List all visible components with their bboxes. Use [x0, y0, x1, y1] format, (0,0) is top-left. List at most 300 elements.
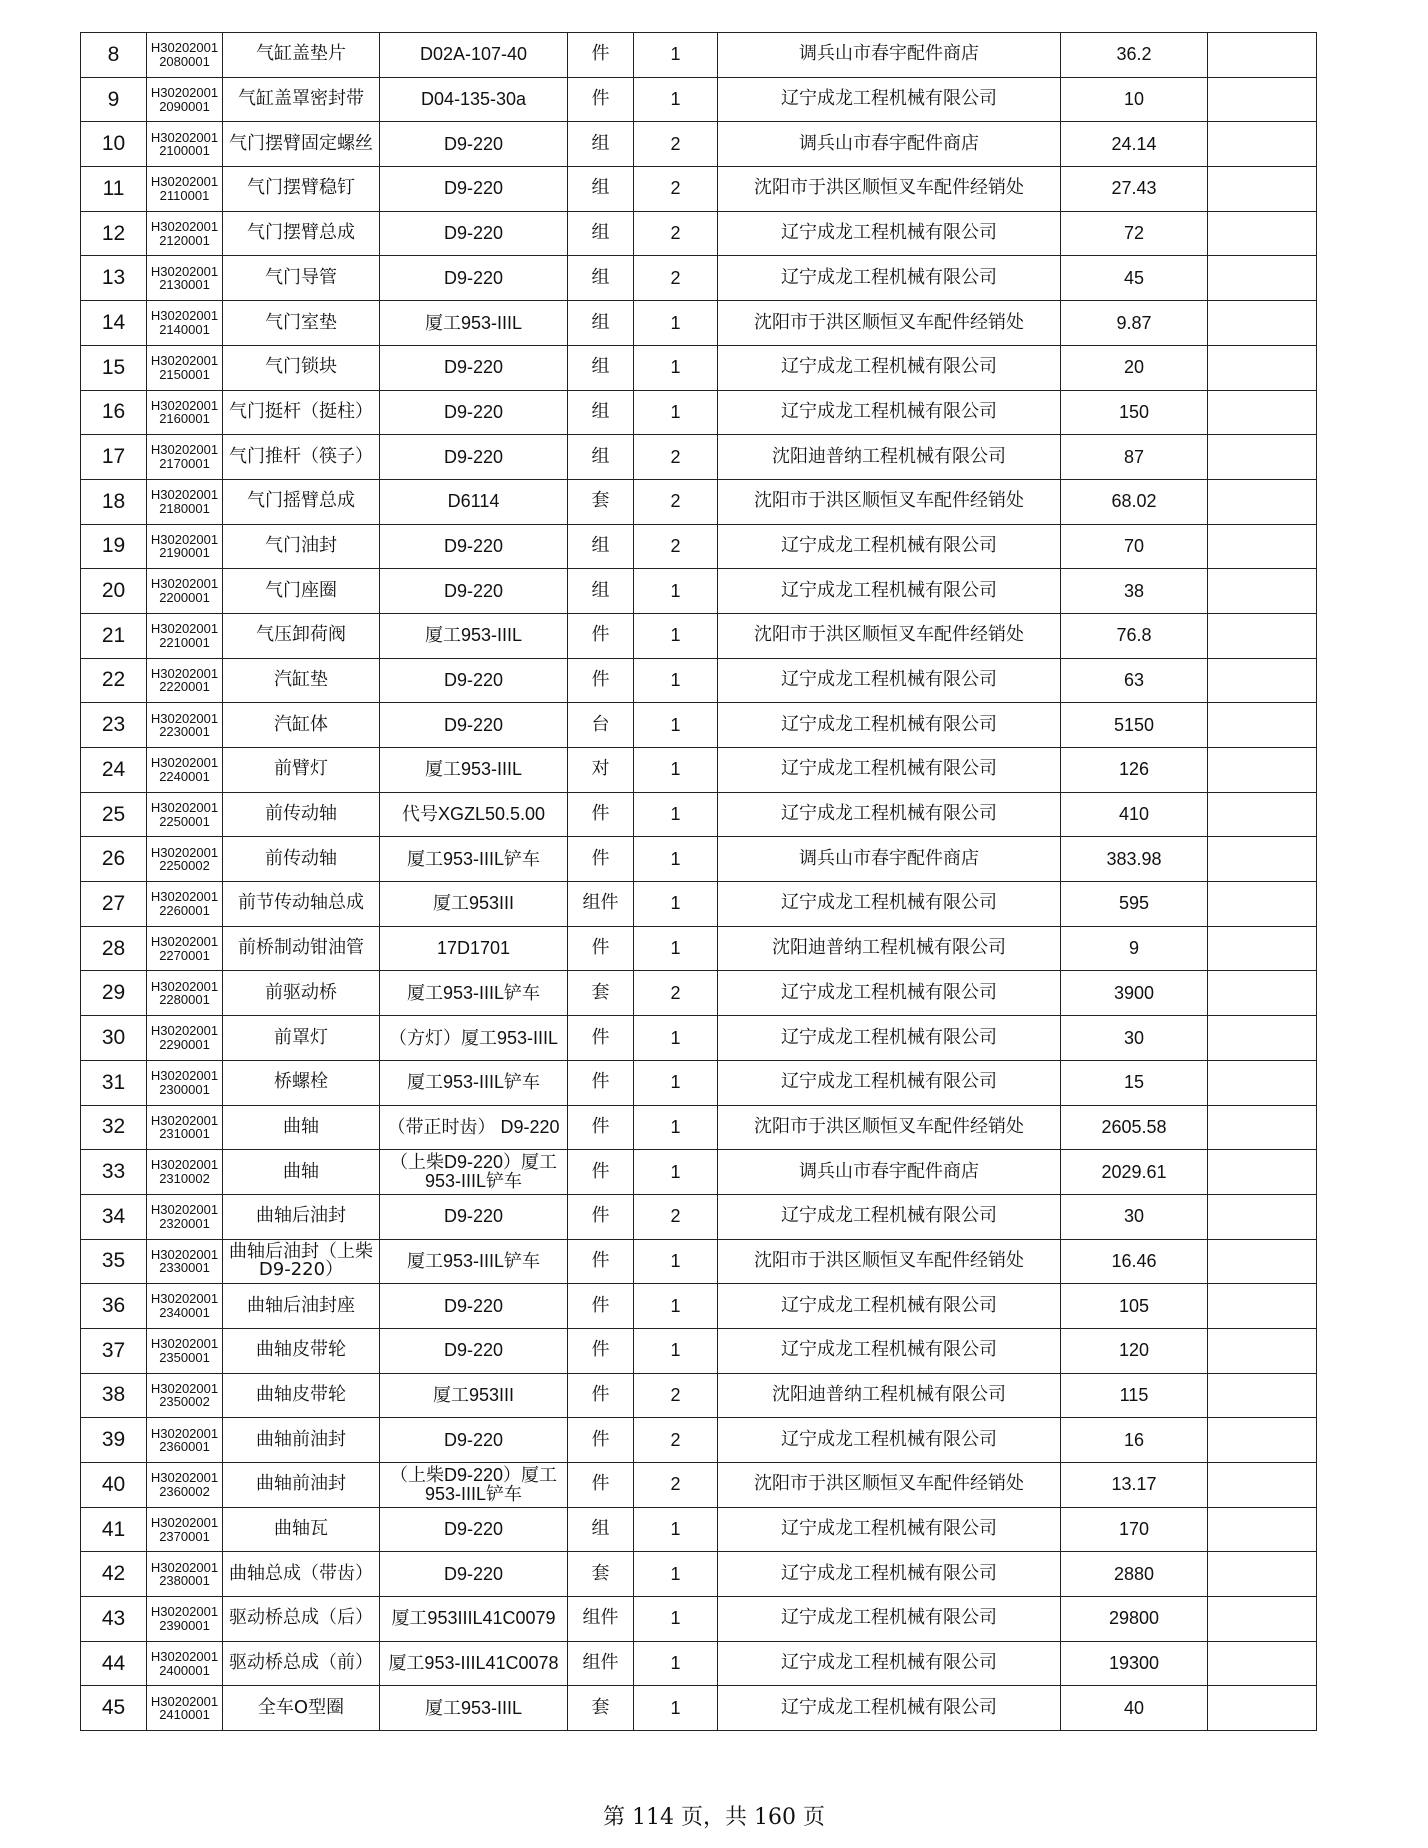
table-row: [81, 301, 1317, 346]
cell-model-spec: （上柴D9-220）厦工953-IIIL铲车: [380, 1150, 568, 1195]
cell-remark: [1208, 1463, 1317, 1508]
cell-row-number: 39: [81, 1418, 147, 1463]
cell-material-code: H302020012350002: [147, 1373, 223, 1418]
cell-quantity: 1: [634, 1284, 718, 1329]
cell-supplier: 辽宁成龙工程机械有限公司: [718, 569, 1061, 614]
cell-remark: [1208, 211, 1317, 256]
cell-remark: [1208, 926, 1317, 971]
table-row: [81, 1194, 1317, 1239]
cell-supplier: 辽宁成龙工程机械有限公司: [718, 1552, 1061, 1597]
cell-material-code: H302020012270001: [147, 926, 223, 971]
cell-remark: [1208, 1016, 1317, 1061]
cell-quantity: 1: [634, 1552, 718, 1597]
cell-unit: 件: [568, 613, 634, 658]
cell-quantity: 1: [634, 1507, 718, 1552]
table-row: [81, 792, 1317, 837]
cell-remark: [1208, 435, 1317, 480]
cell-unit: 件: [568, 77, 634, 122]
table-row: [81, 1284, 1317, 1329]
cell-part-name: 桥螺栓: [223, 1060, 380, 1105]
cell-material-code: H302020012380001: [147, 1552, 223, 1597]
cell-material-code: H302020012350001: [147, 1328, 223, 1373]
cell-supplier: 辽宁成龙工程机械有限公司: [718, 256, 1061, 301]
cell-remark: [1208, 837, 1317, 882]
cell-unit-price: 595: [1061, 882, 1208, 927]
cell-material-code: H302020012320001: [147, 1194, 223, 1239]
table-row: [81, 1507, 1317, 1552]
cell-unit: 组: [568, 345, 634, 390]
cell-unit: 组: [568, 301, 634, 346]
cell-unit: 对: [568, 748, 634, 793]
cell-material-code: H302020012080001: [147, 33, 223, 78]
cell-material-code: H302020012130001: [147, 256, 223, 301]
cell-unit-price: 126: [1061, 748, 1208, 793]
cell-material-code: H302020012240001: [147, 748, 223, 793]
cell-supplier: 调兵山市春宇配件商店: [718, 33, 1061, 78]
cell-remark: [1208, 390, 1317, 435]
cell-quantity: 1: [634, 33, 718, 78]
cell-unit-price: 87: [1061, 435, 1208, 480]
cell-row-number: 17: [81, 435, 147, 480]
cell-part-name: 气缸盖垫片: [223, 33, 380, 78]
cell-quantity: 1: [634, 882, 718, 927]
table-row: [81, 1686, 1317, 1731]
cell-supplier: 调兵山市春宇配件商店: [718, 122, 1061, 167]
cell-unit-price: 10: [1061, 77, 1208, 122]
cell-unit-price: 68.02: [1061, 479, 1208, 524]
table-row: [81, 1597, 1317, 1642]
cell-part-name: 前传动轴: [223, 792, 380, 837]
cell-supplier: 辽宁成龙工程机械有限公司: [718, 390, 1061, 435]
cell-quantity: 1: [634, 926, 718, 971]
cell-remark: [1208, 1105, 1317, 1150]
cell-part-name: 曲轴总成（带齿）: [223, 1552, 380, 1597]
cell-part-name: 气门挺杆（挺柱）: [223, 390, 380, 435]
cell-part-name: 曲轴后油封座: [223, 1284, 380, 1329]
cell-unit-price: 16: [1061, 1418, 1208, 1463]
cell-remark: [1208, 256, 1317, 301]
cell-part-name: 前臂灯: [223, 748, 380, 793]
cell-unit-price: 27.43: [1061, 167, 1208, 212]
cell-supplier: 辽宁成龙工程机械有限公司: [718, 748, 1061, 793]
cell-model-spec: D9-220: [380, 1418, 568, 1463]
table-row: [81, 1641, 1317, 1686]
cell-model-spec: 厦工953-IIIL41C0078: [380, 1641, 568, 1686]
cell-row-number: 45: [81, 1686, 147, 1731]
cell-part-name: 曲轴前油封: [223, 1418, 380, 1463]
cell-supplier: 沈阳迪普纳工程机械有限公司: [718, 435, 1061, 480]
cell-model-spec: 代号XGZL50.5.00: [380, 792, 568, 837]
table-row: [81, 1060, 1317, 1105]
cell-unit-price: 2029.61: [1061, 1150, 1208, 1195]
cell-supplier: 沈阳市于洪区顺恒叉车配件经销处: [718, 479, 1061, 524]
cell-unit: 件: [568, 792, 634, 837]
cell-row-number: 11: [81, 167, 147, 212]
cell-row-number: 26: [81, 837, 147, 882]
cell-unit-price: 24.14: [1061, 122, 1208, 167]
cell-material-code: H302020012150001: [147, 345, 223, 390]
cell-quantity: 2: [634, 1194, 718, 1239]
table-row: [81, 345, 1317, 390]
cell-remark: [1208, 345, 1317, 390]
table-row: [81, 1150, 1317, 1195]
cell-remark: [1208, 792, 1317, 837]
cell-row-number: 22: [81, 658, 147, 703]
cell-part-name: 气缸盖罩密封带: [223, 77, 380, 122]
cell-quantity: 1: [634, 1239, 718, 1284]
table-row: [81, 390, 1317, 435]
cell-part-name: 前桥制动钳油管: [223, 926, 380, 971]
table-row: [81, 569, 1317, 614]
cell-model-spec: 厦工953-IIIL铲车: [380, 1239, 568, 1284]
cell-unit-price: 16.46: [1061, 1239, 1208, 1284]
cell-remark: [1208, 748, 1317, 793]
cell-row-number: 24: [81, 748, 147, 793]
cell-material-code: H302020012300001: [147, 1060, 223, 1105]
cell-unit: 件: [568, 1373, 634, 1418]
cell-supplier: 辽宁成龙工程机械有限公司: [718, 1641, 1061, 1686]
cell-row-number: 15: [81, 345, 147, 390]
cell-remark: [1208, 1328, 1317, 1373]
cell-unit: 组件: [568, 1641, 634, 1686]
cell-row-number: 42: [81, 1552, 147, 1597]
cell-remark: [1208, 703, 1317, 748]
cell-unit: 件: [568, 658, 634, 703]
cell-part-name: 驱动桥总成（后）: [223, 1597, 380, 1642]
cell-model-spec: D9-220: [380, 703, 568, 748]
cell-unit-price: 2880: [1061, 1552, 1208, 1597]
cell-model-spec: D9-220: [380, 1194, 568, 1239]
cell-supplier: 沈阳迪普纳工程机械有限公司: [718, 1373, 1061, 1418]
cell-remark: [1208, 301, 1317, 346]
table-row: [81, 837, 1317, 882]
cell-material-code: H302020012120001: [147, 211, 223, 256]
cell-supplier: 沈阳市于洪区顺恒叉车配件经销处: [718, 301, 1061, 346]
cell-quantity: 2: [634, 122, 718, 167]
cell-unit: 组: [568, 167, 634, 212]
cell-unit-price: 9: [1061, 926, 1208, 971]
cell-unit: 套: [568, 1552, 634, 1597]
table-row: [81, 971, 1317, 1016]
cell-supplier: 辽宁成龙工程机械有限公司: [718, 658, 1061, 703]
cell-unit-price: 40: [1061, 1686, 1208, 1731]
cell-unit: 组: [568, 122, 634, 167]
cell-model-spec: 17D1701: [380, 926, 568, 971]
cell-part-name: 气门摆臂固定螺丝: [223, 122, 380, 167]
cell-material-code: H302020012250002: [147, 837, 223, 882]
table-row: [81, 882, 1317, 927]
cell-part-name: 汽缸垫: [223, 658, 380, 703]
cell-supplier: 沈阳市于洪区顺恒叉车配件经销处: [718, 613, 1061, 658]
cell-quantity: 1: [634, 1328, 718, 1373]
cell-row-number: 28: [81, 926, 147, 971]
cell-supplier: 辽宁成龙工程机械有限公司: [718, 1686, 1061, 1731]
cell-unit: 组件: [568, 1597, 634, 1642]
cell-row-number: 37: [81, 1328, 147, 1373]
cell-remark: [1208, 1150, 1317, 1195]
cell-model-spec: 厦工953-IIIL: [380, 1686, 568, 1731]
table-row: [81, 1373, 1317, 1418]
cell-unit-price: 36.2: [1061, 33, 1208, 78]
cell-row-number: 23: [81, 703, 147, 748]
cell-row-number: 36: [81, 1284, 147, 1329]
cell-material-code: H302020012180001: [147, 479, 223, 524]
cell-unit-price: 120: [1061, 1328, 1208, 1373]
cell-unit: 件: [568, 926, 634, 971]
table-row: [81, 1418, 1317, 1463]
cell-part-name: 曲轴瓦: [223, 1507, 380, 1552]
cell-quantity: 1: [634, 837, 718, 882]
cell-quantity: 1: [634, 345, 718, 390]
cell-unit: 组: [568, 256, 634, 301]
cell-part-name: 曲轴后油封（上柴D9-220）: [223, 1239, 380, 1284]
cell-remark: [1208, 1373, 1317, 1418]
table-row: [81, 1105, 1317, 1150]
cell-row-number: 18: [81, 479, 147, 524]
cell-remark: [1208, 167, 1317, 212]
cell-unit: 件: [568, 33, 634, 78]
cell-supplier: 辽宁成龙工程机械有限公司: [718, 971, 1061, 1016]
cell-unit-price: 150: [1061, 390, 1208, 435]
table-row: [81, 167, 1317, 212]
cell-row-number: 21: [81, 613, 147, 658]
cell-quantity: 2: [634, 1373, 718, 1418]
cell-unit: 套: [568, 479, 634, 524]
cell-quantity: 2: [634, 435, 718, 480]
cell-model-spec: （带正时齿） D9-220: [380, 1105, 568, 1150]
cell-model-spec: 厦工953IIIL41C0079: [380, 1597, 568, 1642]
table-row: [81, 1463, 1317, 1508]
cell-supplier: 辽宁成龙工程机械有限公司: [718, 77, 1061, 122]
cell-unit-price: 383.98: [1061, 837, 1208, 882]
cell-quantity: 1: [634, 1150, 718, 1195]
cell-row-number: 27: [81, 882, 147, 927]
cell-material-code: H302020012410001: [147, 1686, 223, 1731]
cell-remark: [1208, 1641, 1317, 1686]
cell-material-code: H302020012110001: [147, 167, 223, 212]
cell-quantity: 1: [634, 613, 718, 658]
cell-unit: 件: [568, 1060, 634, 1105]
cell-remark: [1208, 1552, 1317, 1597]
cell-part-name: 前驱动桥: [223, 971, 380, 1016]
table-row: [81, 1328, 1317, 1373]
cell-row-number: 38: [81, 1373, 147, 1418]
cell-quantity: 2: [634, 1463, 718, 1508]
cell-model-spec: D9-220: [380, 1507, 568, 1552]
cell-row-number: 40: [81, 1463, 147, 1508]
cell-remark: [1208, 122, 1317, 167]
cell-unit-price: 70: [1061, 524, 1208, 569]
cell-model-spec: D9-220: [380, 435, 568, 480]
cell-part-name: 曲轴前油封: [223, 1463, 380, 1508]
cell-row-number: 34: [81, 1194, 147, 1239]
cell-remark: [1208, 882, 1317, 927]
cell-remark: [1208, 569, 1317, 614]
cell-model-spec: D9-220: [380, 256, 568, 301]
cell-unit-price: 19300: [1061, 1641, 1208, 1686]
cell-row-number: 19: [81, 524, 147, 569]
cell-quantity: 1: [634, 301, 718, 346]
cell-quantity: 1: [634, 658, 718, 703]
cell-row-number: 35: [81, 1239, 147, 1284]
cell-part-name: 前罩灯: [223, 1016, 380, 1061]
cell-part-name: 曲轴皮带轮: [223, 1373, 380, 1418]
cell-unit-price: 38: [1061, 569, 1208, 614]
table-row: [81, 435, 1317, 480]
cell-unit-price: 45: [1061, 256, 1208, 301]
cell-unit-price: 170: [1061, 1507, 1208, 1552]
cell-part-name: 前传动轴: [223, 837, 380, 882]
cell-material-code: H302020012090001: [147, 77, 223, 122]
cell-quantity: 1: [634, 1105, 718, 1150]
cell-model-spec: D9-220: [380, 524, 568, 569]
cell-part-name: 气门座圈: [223, 569, 380, 614]
table-row: [81, 1552, 1317, 1597]
cell-model-spec: D02A-107-40: [380, 33, 568, 78]
cell-supplier: 辽宁成龙工程机械有限公司: [718, 703, 1061, 748]
cell-unit-price: 410: [1061, 792, 1208, 837]
cell-part-name: 气门室垫: [223, 301, 380, 346]
table-row: [81, 748, 1317, 793]
cell-model-spec: 厦工953III: [380, 882, 568, 927]
cell-unit: 件: [568, 1284, 634, 1329]
cell-material-code: H302020012280001: [147, 971, 223, 1016]
cell-quantity: 1: [634, 77, 718, 122]
cell-remark: [1208, 1284, 1317, 1329]
cell-material-code: H302020012100001: [147, 122, 223, 167]
cell-supplier: 辽宁成龙工程机械有限公司: [718, 524, 1061, 569]
cell-unit-price: 29800: [1061, 1597, 1208, 1642]
cell-row-number: 8: [81, 33, 147, 78]
cell-unit: 组: [568, 435, 634, 480]
cell-remark: [1208, 1418, 1317, 1463]
cell-material-code: H302020012360001: [147, 1418, 223, 1463]
cell-unit: 件: [568, 1239, 634, 1284]
cell-material-code: H302020012310001: [147, 1105, 223, 1150]
cell-supplier: 辽宁成龙工程机械有限公司: [718, 1507, 1061, 1552]
cell-part-name: 曲轴: [223, 1105, 380, 1150]
cell-row-number: 30: [81, 1016, 147, 1061]
cell-model-spec: D9-220: [380, 569, 568, 614]
cell-supplier: 调兵山市春宇配件商店: [718, 837, 1061, 882]
cell-unit-price: 115: [1061, 1373, 1208, 1418]
cell-unit: 件: [568, 1328, 634, 1373]
cell-quantity: 2: [634, 479, 718, 524]
cell-model-spec: D04-135-30a: [380, 77, 568, 122]
cell-supplier: 辽宁成龙工程机械有限公司: [718, 1060, 1061, 1105]
cell-part-name: 曲轴: [223, 1150, 380, 1195]
cell-remark: [1208, 658, 1317, 703]
cell-row-number: 12: [81, 211, 147, 256]
table-row: [81, 524, 1317, 569]
cell-part-name: 前节传动轴总成: [223, 882, 380, 927]
cell-remark: [1208, 613, 1317, 658]
cell-quantity: 1: [634, 1597, 718, 1642]
cell-remark: [1208, 33, 1317, 78]
cell-material-code: H302020012250001: [147, 792, 223, 837]
cell-material-code: H302020012190001: [147, 524, 223, 569]
cell-supplier: 沈阳市于洪区顺恒叉车配件经销处: [718, 1239, 1061, 1284]
table-row: [81, 658, 1317, 703]
cell-part-name: 气门油封: [223, 524, 380, 569]
cell-quantity: 1: [634, 390, 718, 435]
table-row: [81, 1016, 1317, 1061]
cell-part-name: 曲轴后油封: [223, 1194, 380, 1239]
cell-quantity: 1: [634, 748, 718, 793]
cell-material-code: H302020012310002: [147, 1150, 223, 1195]
cell-material-code: H302020012340001: [147, 1284, 223, 1329]
cell-model-spec: 厦工953-IIIL铲车: [380, 837, 568, 882]
cell-unit: 台: [568, 703, 634, 748]
cell-model-spec: D9-220: [380, 345, 568, 390]
cell-supplier: 辽宁成龙工程机械有限公司: [718, 1418, 1061, 1463]
cell-supplier: 辽宁成龙工程机械有限公司: [718, 1194, 1061, 1239]
cell-unit: 套: [568, 971, 634, 1016]
cell-row-number: 13: [81, 256, 147, 301]
cell-quantity: 1: [634, 569, 718, 614]
cell-unit-price: 63: [1061, 658, 1208, 703]
cell-model-spec: D9-220: [380, 211, 568, 256]
table-row: [81, 77, 1317, 122]
cell-row-number: 29: [81, 971, 147, 1016]
cell-row-number: 32: [81, 1105, 147, 1150]
table-row: [81, 211, 1317, 256]
parts-table: [80, 32, 1317, 1731]
cell-quantity: 1: [634, 792, 718, 837]
cell-row-number: 10: [81, 122, 147, 167]
page-footer: 第 114 页，共 160 页: [603, 1805, 825, 1830]
cell-quantity: 1: [634, 703, 718, 748]
cell-unit: 件: [568, 1016, 634, 1061]
cell-material-code: H302020012220001: [147, 658, 223, 703]
cell-remark: [1208, 1239, 1317, 1284]
cell-unit: 件: [568, 1150, 634, 1195]
cell-supplier: 沈阳市于洪区顺恒叉车配件经销处: [718, 1463, 1061, 1508]
cell-unit: 套: [568, 1686, 634, 1731]
cell-model-spec: 厦工953III: [380, 1373, 568, 1418]
cell-row-number: 41: [81, 1507, 147, 1552]
cell-quantity: 1: [634, 1641, 718, 1686]
cell-unit-price: 72: [1061, 211, 1208, 256]
cell-quantity: 2: [634, 1418, 718, 1463]
cell-unit-price: 30: [1061, 1016, 1208, 1061]
cell-remark: [1208, 1507, 1317, 1552]
cell-quantity: 2: [634, 256, 718, 301]
cell-unit-price: 105: [1061, 1284, 1208, 1329]
cell-quantity: 1: [634, 1686, 718, 1731]
cell-unit-price: 30: [1061, 1194, 1208, 1239]
cell-remark: [1208, 524, 1317, 569]
cell-model-spec: 厦工953-IIIL铲车: [380, 1060, 568, 1105]
cell-unit-price: 3900: [1061, 971, 1208, 1016]
cell-remark: [1208, 1686, 1317, 1731]
cell-part-name: 驱动桥总成（前）: [223, 1641, 380, 1686]
cell-supplier: 沈阳迪普纳工程机械有限公司: [718, 926, 1061, 971]
cell-model-spec: 厦工953-IIIL: [380, 613, 568, 658]
cell-unit-price: 5150: [1061, 703, 1208, 748]
cell-unit: 组: [568, 569, 634, 614]
cell-supplier: 辽宁成龙工程机械有限公司: [718, 1284, 1061, 1329]
cell-part-name: 气门摆臂总成: [223, 211, 380, 256]
cell-row-number: 44: [81, 1641, 147, 1686]
cell-row-number: 43: [81, 1597, 147, 1642]
cell-unit: 组件: [568, 882, 634, 927]
cell-quantity: 2: [634, 167, 718, 212]
cell-material-code: H302020012330001: [147, 1239, 223, 1284]
cell-remark: [1208, 479, 1317, 524]
cell-part-name: 气门锁块: [223, 345, 380, 390]
cell-material-code: H302020012230001: [147, 703, 223, 748]
